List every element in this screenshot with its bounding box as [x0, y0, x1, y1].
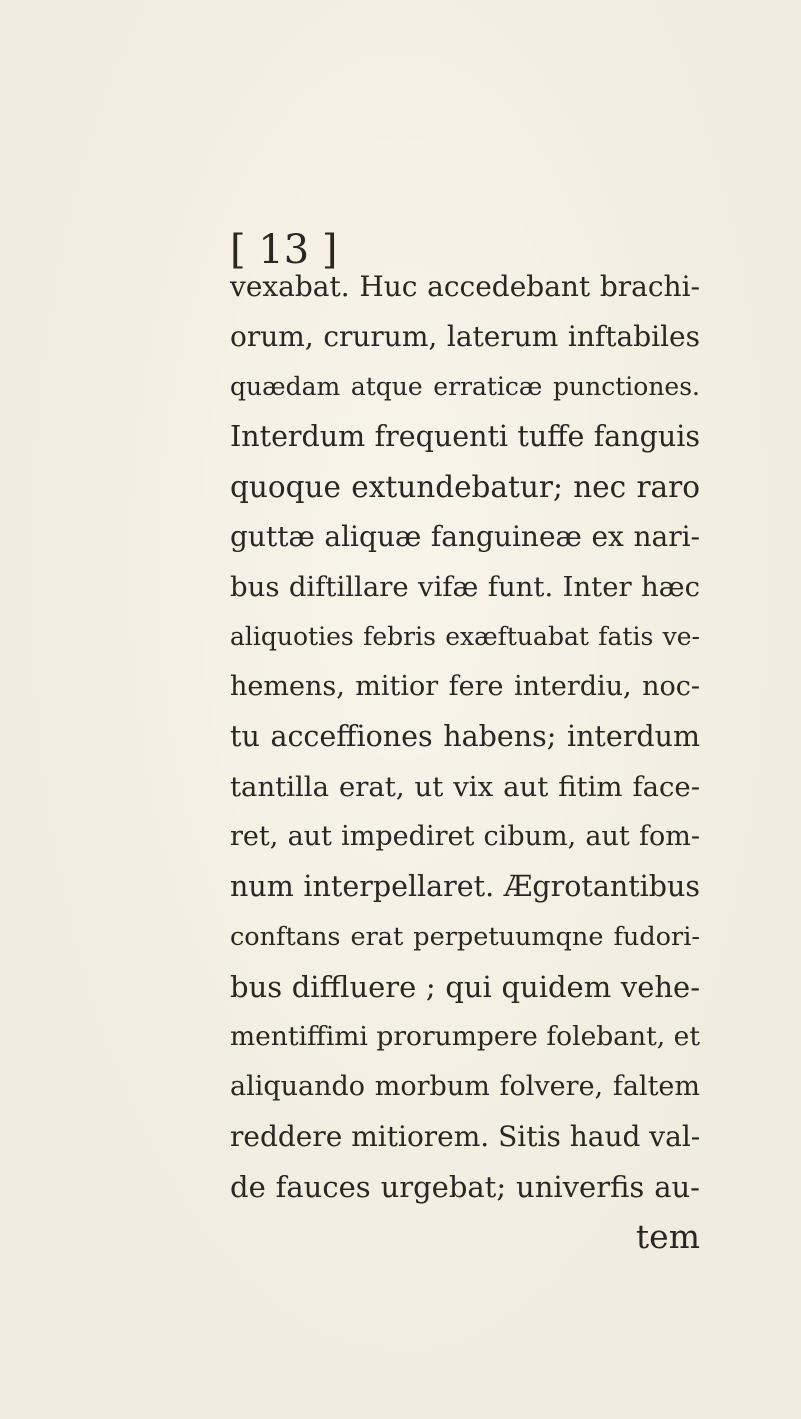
text-line: hemens, mitior fere interdiu, noc-: [230, 671, 700, 702]
text-line: orum, crurum, laterum inftabiles: [230, 320, 700, 353]
text-line: tu acceffiones habens; interdum: [230, 720, 700, 753]
text-line: reddere mitiorem. Sitis haud val-: [230, 1120, 701, 1153]
text-line: quædam atque erraticæ punctiones.: [230, 372, 700, 401]
text-line: aliquando morbum folvere, faltem: [230, 1071, 700, 1102]
catchword: tem: [635, 1217, 700, 1256]
text-line: num interpellaret. Ægrotantibus: [230, 870, 700, 903]
text-line: Interdum frequenti tuffe fanguis: [230, 420, 700, 453]
text-line: guttæ aliquæ fanguineæ ex nari-: [230, 520, 700, 553]
text-line: de fauces urgebat; univerfis au-: [230, 1170, 700, 1204]
text-line: quoque extundebatur; nec raro: [230, 470, 700, 504]
text-line: vexabat. Huc accedebant brachi-: [230, 270, 700, 303]
text-line: bus diffluere ; qui quidem vehe-: [230, 970, 700, 1004]
text-line: ret, aut impediret cibum, aut fom-: [230, 821, 700, 852]
page-number: [ 13 ]: [230, 227, 338, 273]
text-line: aliquoties febris exæftuabat fatis ve-: [230, 622, 700, 651]
text-line: mentiffimi prorumpere folebant, et: [230, 1021, 700, 1052]
text-line: bus diftillare vifæ funt. Inter hæc: [230, 571, 700, 603]
text-line: conftans erat perpetuumqne fudori-: [230, 922, 700, 952]
text-line: tantilla erat, ut vix aut fitim face-: [230, 771, 700, 803]
